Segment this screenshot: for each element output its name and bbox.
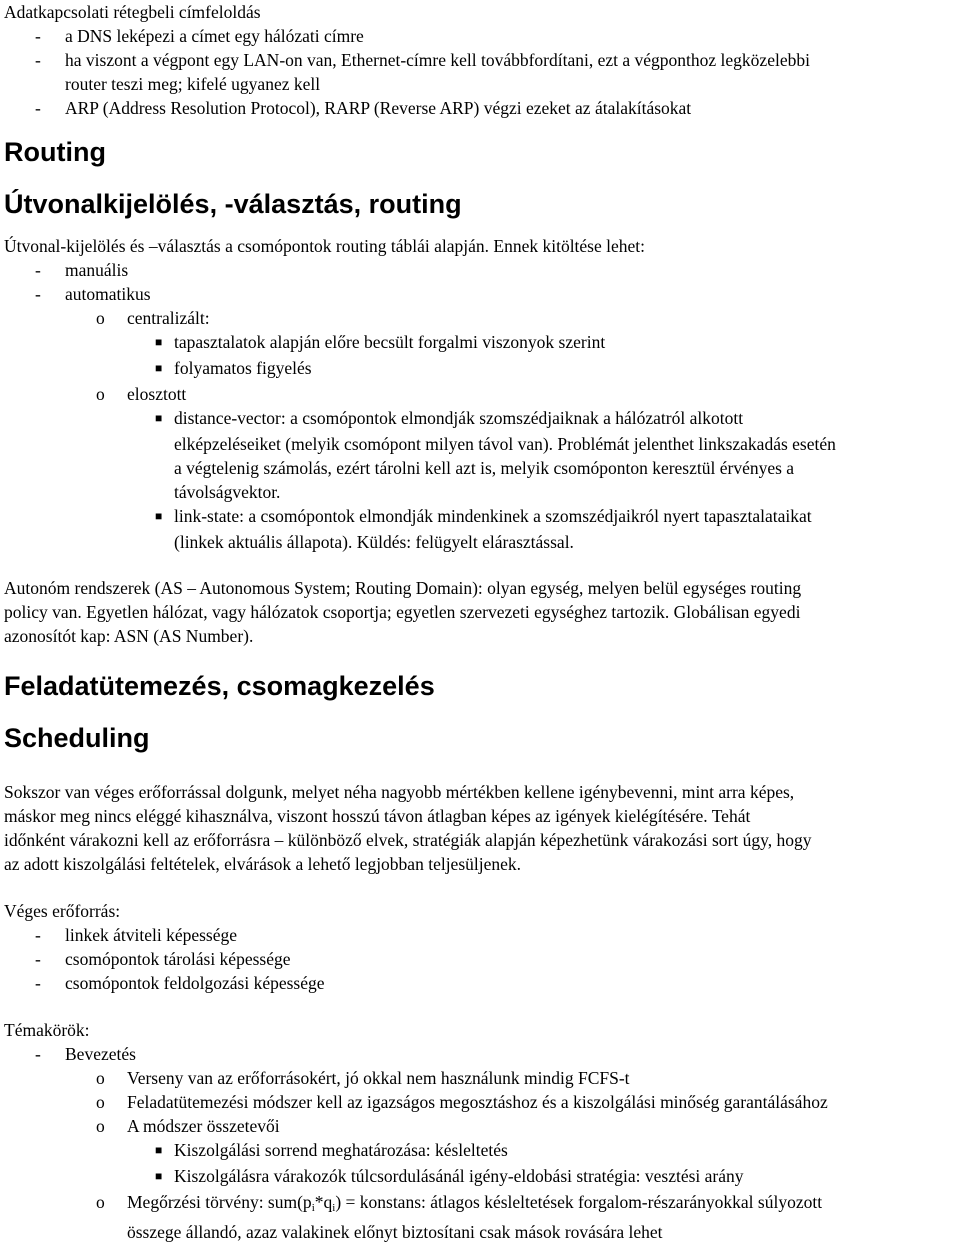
sub-sub-item: ■ Kiszolgálásra várakozók túlcsordulásánál igény-eldobási stratégia: vesztési arány xyxy=(155,1166,744,1186)
section-title-address-resolution: Adatkapcsolati rétegbeli címfeloldás xyxy=(4,2,261,22)
heading-routing: Routing xyxy=(4,137,106,167)
sub-sub-item: ■ distance-vector: a csomópontok elmondják szomszédjaiknak a hálózatról alkotott xyxy=(155,408,744,428)
list-item-continuation: router teszi meg; kifelé ugyanez kell xyxy=(65,74,321,94)
list-item: - csomópontok tárolási képessége xyxy=(35,949,291,969)
routing-intro: Útvonal-kijelölés és –választás a csomópontok routing táblái alapján. Ennek kitöltése lehet: xyxy=(4,236,646,256)
as-paragraph-line: azonosítót kap: ASN (AS Number). xyxy=(4,626,254,646)
list-item: - ha viszont a végpont egy LAN-on van, Ethernet-címre kell továbbfordítani, ezt a végponthoz legközelebbi xyxy=(35,50,810,70)
continuation-line: a végtelenig számolás, ezért tárolni kell azt is, melyik csomóponton keresztül érvényes a xyxy=(174,458,795,478)
continuation-line: elképzeléseiket (melyik csomópont milyen távol van). Problémát jelenthet linkszakadás esetén xyxy=(174,434,836,454)
veges-eroforras-label: Véges erőforrás: xyxy=(4,901,121,921)
sched-paragraph-line: időnként várakozni kell az erőforrásra – különböző elvek, stratégiák alapján képezhetünk várakozási sort úgy, hogy xyxy=(4,830,812,850)
temakorok-label: Témakörök: xyxy=(4,1020,90,1040)
list-item: - manuális xyxy=(35,260,129,280)
list-item: - linkek átviteli képessége xyxy=(35,925,238,945)
list-item: - csomópontok feldolgozási képessége xyxy=(35,973,325,993)
sched-paragraph-line: Sokszor van véges erőforrással dolgunk, melyet néha nagyobb mértékben kellene igénybevenni, mint arra képes, xyxy=(4,782,795,802)
heading-scheduling: Scheduling xyxy=(4,723,150,753)
sched-paragraph-line: máskor meg nincs eléggé kihasználva, viszont hosszú távon átlagban képes az igények kielégítésére. Tehát xyxy=(4,806,751,826)
list-item: - automatikus xyxy=(35,284,151,304)
sub-sub-item: ■ folyamatos figyelés xyxy=(155,358,312,378)
sub-item: o Megőrzési törvény: $sum(p_i*q_i)$ = konstans: átlagos késleltetések forgalom-részarányokkal súlyozott xyxy=(96,1192,823,1214)
as-paragraph-line: policy van. Egyetlen hálózat, vagy hálózatok csoportja; egyetlen szervezeti egységhez tartozik. Globálisan egyedi xyxy=(4,602,801,622)
list-item: - Bevezetés xyxy=(35,1044,136,1064)
heading-feladatutemezes: Feladatütemezés, csomagkezelés xyxy=(4,671,435,701)
heading-utvonalkijeloles: Útvonalkijelölés, -választás, routing xyxy=(4,189,462,219)
list-item: - a DNS leképezi a címet egy hálózati címre xyxy=(35,26,364,46)
sub-item: o A módszer összetevői xyxy=(96,1116,280,1136)
continuation-line: összege állandó, azaz valakinek előnyt biztosítani csak mások rovására lehet xyxy=(127,1222,663,1242)
as-paragraph-line: Autonóm rendszerek (AS – Autonomous System; Routing Domain): olyan egység, melyen belül egységes routing xyxy=(4,578,802,598)
sub-sub-item: ■ link-state: a csomópontok elmondják mindenkinek a szomszédjaikról nyert tapasztalataikat xyxy=(155,506,812,526)
sub-item: o elosztott xyxy=(96,384,187,404)
continuation-line: távolságvektor. xyxy=(174,482,281,502)
continuation-line: (linkek aktuális állapota). Küldés: felügyelt elárasztással. xyxy=(174,532,574,552)
sched-paragraph-line: az adott kiszolgálási feltételek, elvárások a lehető legjobban teljesüljenek. xyxy=(4,854,522,874)
sub-item: o centralizált: xyxy=(96,308,210,328)
list-item: - ARP (Address Resolution Protocol), RARP (Reverse ARP) végzi ezeket az átalakításokat xyxy=(35,98,692,118)
sub-sub-item: ■ tapasztalatok alapján előre becsült forgalmi viszonyok szerint xyxy=(155,332,606,352)
sub-sub-item: ■ Kiszolgálási sorrend meghatározása: késleltetés xyxy=(155,1140,508,1160)
sub-item: o Verseny van az erőforrásokért, jó okkal nem használunk mindig FCFS-t xyxy=(96,1068,630,1088)
sub-item: o Feladatütemezési módszer kell az igazságos megosztáshoz és a kiszolgálási minőség garantálásához xyxy=(96,1092,828,1112)
